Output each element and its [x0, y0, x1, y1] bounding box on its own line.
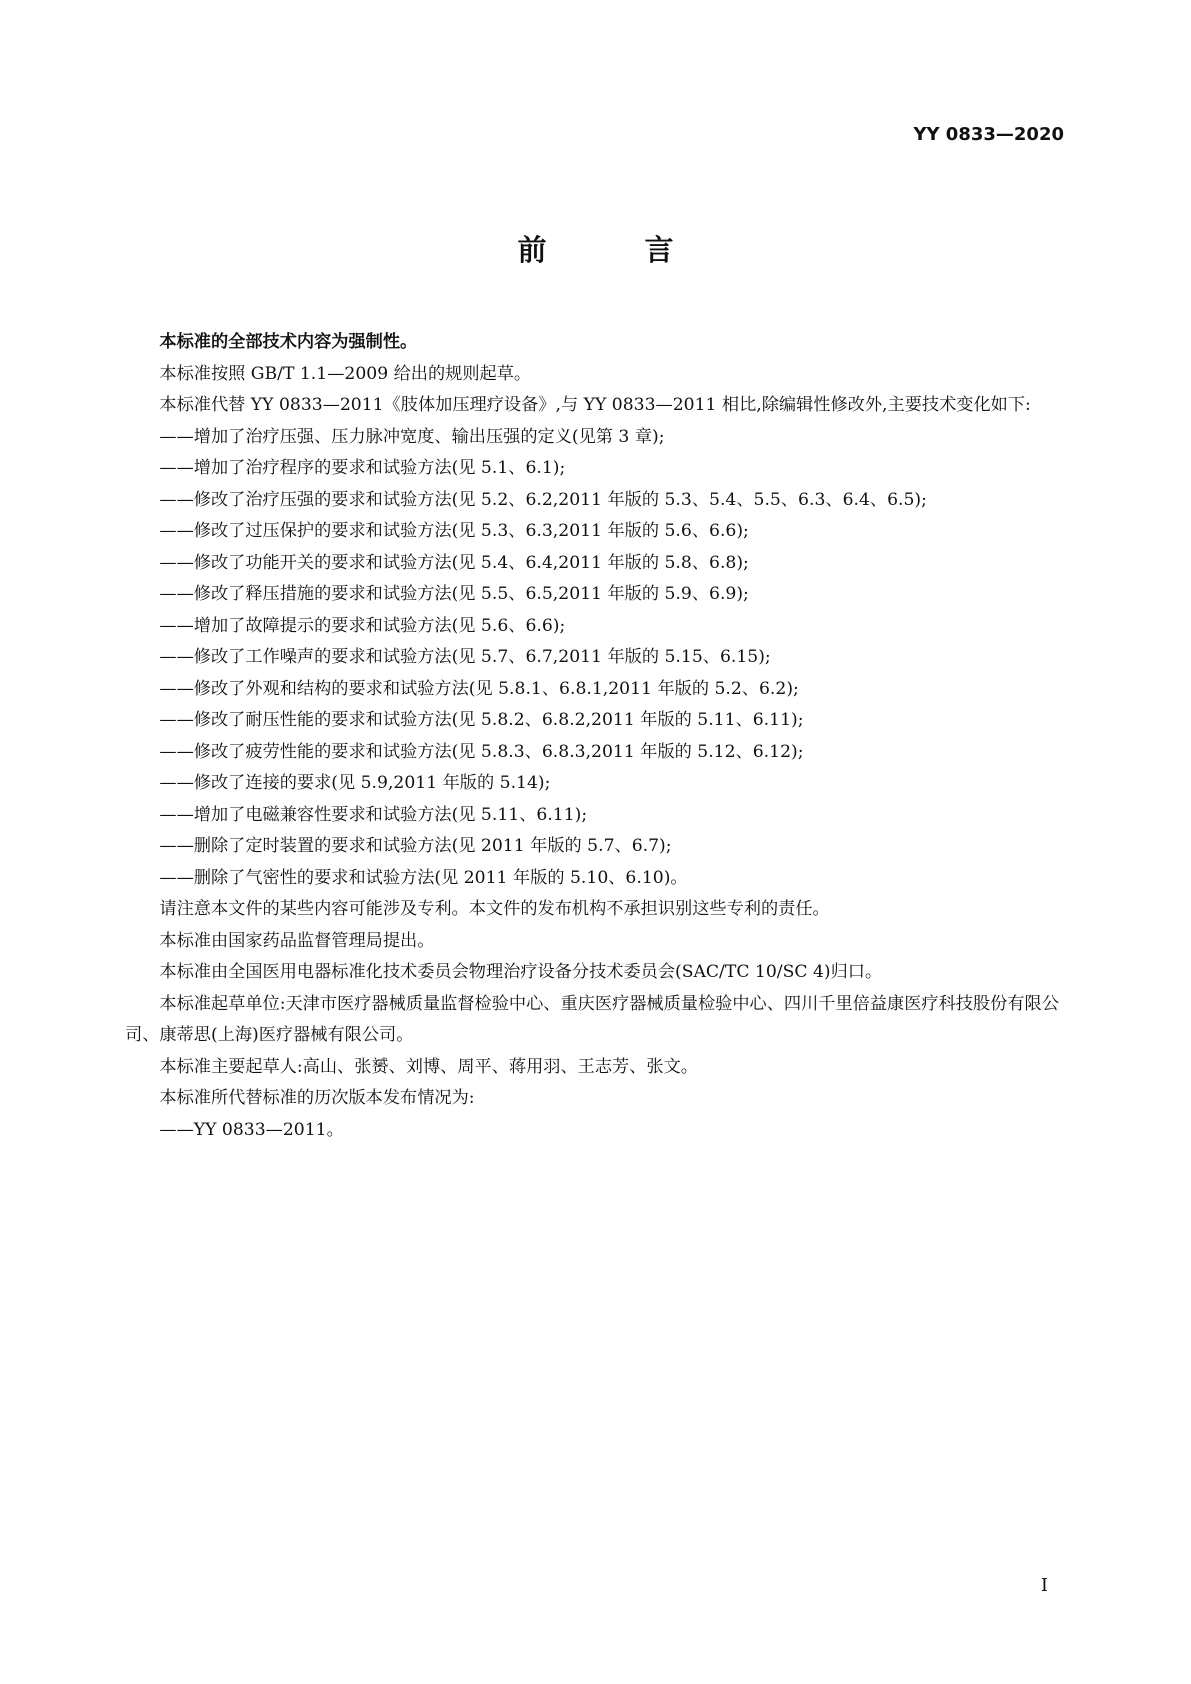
paragraph: ——修改了外观和结构的要求和试验方法(见 5.8.1、6.8.1,2011 年版的 5.2、6.2);	[159, 678, 799, 699]
paragraph: 本标准代替 YY 0833—2011《肢体加压理疗设备》,与 YY 0833—2011 相比,除编辑性修改外,主要技术变化如下:	[159, 395, 1031, 415]
paragraph: 本标准起草单位:天津市医疗器械质量监督检验中心、重庆医疗器械质量检验中心、四川千里倍益康医疗科技股份有限公司、康蒂思(上海)医疗器械有限公司。	[125, 993, 1059, 1045]
page-number: I	[1040, 1575, 1048, 1596]
foreword-body	[125, 327, 1060, 1146]
paragraph: ——YY 0833—2011。	[159, 1119, 344, 1140]
paragraph: 本标准按照 GB/T 1.1—2009 给出的规则起草。	[159, 363, 532, 384]
paragraph: ——删除了定时装置的要求和试验方法(见 2011 年版的 5.7、6.7);	[159, 836, 672, 856]
paragraph: ——修改了治疗压强的要求和试验方法(见 5.2、6.2,2011 年版的 5.3、5.4、5.5、6.3、6.4、6.5);	[159, 489, 927, 510]
paragraph: ——修改了疲劳性能的要求和试验方法(见 5.8.3、6.8.3,2011 年版的 5.12、6.12);	[159, 741, 804, 762]
paragraph: 本标准由全国医用电器标准化技术委员会物理治疗设备分技术委员会(SAC/TC 10/SC 4)归口。	[159, 962, 883, 982]
paragraph: ——增加了电磁兼容性要求和试验方法(见 5.11、6.11);	[159, 804, 588, 825]
paragraph: ——增加了治疗程序的要求和试验方法(见 5.1、6.1);	[159, 458, 566, 478]
paragraph: 本标准所代替标准的历次版本发布情况为:	[159, 1088, 475, 1108]
paragraph: 请注意本文件的某些内容可能涉及专利。本文件的发布机构不承担识别这些专利的责任。	[159, 899, 830, 919]
paragraph: 本标准的全部技术内容为强制性。	[159, 332, 418, 352]
paragraph: ——修改了连接的要求(见 5.9,2011 年版的 5.14);	[159, 773, 551, 793]
paragraph: 本标准由国家药品监督管理局提出。	[159, 930, 435, 951]
document-code: YY 0833—2020	[913, 124, 1064, 145]
paragraph: ——修改了工作噪声的要求和试验方法(见 5.7、6.7,2011 年版的 5.15、6.15);	[159, 647, 771, 667]
paragraph: ——修改了释压措施的要求和试验方法(见 5.5、6.5,2011 年版的 5.9、6.9);	[159, 584, 749, 604]
paragraph: ——增加了治疗压强、压力脉冲宽度、输出压强的定义(见第 3 章);	[159, 426, 665, 447]
paragraph: ——修改了耐压性能的要求和试验方法(见 5.8.2、6.8.2,2011 年版的 5.11、6.11);	[159, 710, 804, 730]
paragraph: ——删除了气密性的要求和试验方法(见 2011 年版的 5.10、6.10)。	[159, 867, 688, 888]
paragraph: ——修改了过压保护的要求和试验方法(见 5.3、6.3,2011 年版的 5.6、6.6);	[159, 521, 749, 541]
paragraph: ——修改了功能开关的要求和试验方法(见 5.4、6.4,2011 年版的 5.8、6.8);	[159, 552, 749, 573]
paragraph: 本标准主要起草人:高山、张赟、刘博、周平、蒋用羽、王志芳、张文。	[159, 1056, 698, 1077]
page-title: 前 言	[517, 233, 718, 267]
paragraph: ——增加了故障提示的要求和试验方法(见 5.6、6.6);	[159, 615, 566, 636]
